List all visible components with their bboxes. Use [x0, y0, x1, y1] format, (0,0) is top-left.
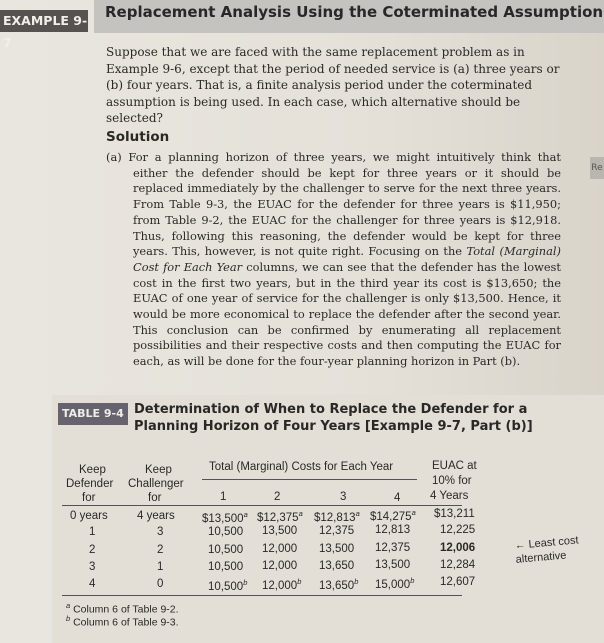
row2-year1: 10,500 — [208, 526, 244, 538]
year-head-1: 1 — [220, 491, 227, 503]
col1-head-line1: Keep — [79, 464, 106, 476]
part-a-italic: Total (Marginal) Cost for Each Year — [133, 244, 561, 274]
example-tag: EXAMPLE 9-7 — [0, 10, 88, 32]
row4-year2: 12,000 — [262, 560, 298, 572]
total-head-rule — [202, 479, 417, 480]
solution-heading: Solution — [106, 129, 170, 145]
row1-year2: $12,375$^a$ — [257, 509, 303, 524]
row5-year4: 15,000$^b$ — [375, 576, 415, 591]
bottom-rule — [62, 595, 462, 596]
row3-year3: 13,500 — [319, 543, 355, 555]
row3-year2: 12,000 — [262, 543, 298, 555]
col2-head-line2: Challenger — [128, 478, 184, 490]
row2-year3: 12,375 — [319, 525, 355, 537]
row5-year1: 10,500$^b$ — [208, 578, 248, 593]
least-cost-note: ← Least cost alternative — [514, 534, 580, 566]
row5-year2: 12,000$^b$ — [262, 577, 302, 592]
row2-year2: 13,500 — [262, 525, 298, 537]
row4-year4: 13,500 — [375, 559, 411, 571]
footnote-b: $^b$ Column 6 of Table 9-3. — [66, 614, 179, 629]
row3-year4: 12,375 — [375, 542, 411, 554]
row3-keep-challenger: 2 — [157, 544, 164, 556]
row5-euac: 12,607 — [440, 576, 476, 588]
table-9-4 — [52, 395, 604, 643]
row1-keep-challenger: 4 years — [137, 510, 175, 522]
col1-head-line2: Defender — [66, 478, 114, 490]
euac-head-line2: 10% for — [432, 475, 472, 487]
margin-tab: Re — [590, 157, 604, 179]
year-head-2: 2 — [274, 491, 281, 503]
row3-year1: 10,500 — [208, 544, 244, 556]
col2-head-line3: for — [148, 492, 162, 504]
row1-year1: $13,500$^a$ — [202, 510, 248, 525]
row3-euac-least-cost: 12,006 — [440, 542, 476, 554]
row5-year3: 13,650$^b$ — [319, 577, 359, 592]
year-head-3: 3 — [340, 491, 347, 503]
part-a-label: (a) — [106, 150, 122, 164]
row1-euac: $13,211 — [434, 508, 475, 520]
header-rule — [62, 505, 462, 506]
solution-part-a — [106, 150, 561, 370]
row5-keep-defender: 4 — [89, 578, 96, 590]
total-costs-head: Total (Marginal) Costs for Each Year — [209, 461, 394, 473]
row4-keep-challenger: 1 — [157, 561, 164, 573]
row4-year1: 10,500 — [208, 561, 244, 573]
euac-head-line1: EUAC at — [432, 460, 477, 472]
example-header — [0, 0, 604, 50]
row2-year4: 12,813 — [375, 524, 411, 536]
row4-year3: 13,650 — [319, 560, 355, 572]
part-a-text-1: For a planning horizon of three years, we might intuitively think that either the defender should be kept for three years or it should be replaced immediately by the challenger to serve for the next three years. From Table 9-3, the EUAC for the defender for three years is $11,950; from Table 9-2, the EUAC for the challenger for three years is $12,918. Thus, following this reasoning, the defender would be kept for three years. This, however, is not quite right. Focusing on the — [128, 150, 561, 259]
footnote-a: $^a$ Column 6 of Table 9-2. — [66, 601, 179, 616]
row3-keep-defender: 2 — [89, 544, 96, 556]
col1-head-line3: for — [82, 492, 96, 504]
row1-keep-defender: 0 years — [70, 510, 108, 522]
table-title: Determination of When to Replace the Defender for a Planning Horizon of Four Years [Example 9-7, Part (b)] — [134, 402, 533, 434]
year-head-4: 4 — [394, 492, 401, 504]
row4-keep-defender: 3 — [89, 561, 96, 573]
row1-year4: $14,275$^a$ — [370, 508, 416, 523]
row2-euac: 12,225 — [440, 524, 476, 536]
row1-year3: $12,813$^a$ — [314, 509, 360, 524]
col2-head-line1: Keep — [145, 464, 172, 476]
row2-keep-challenger: 3 — [157, 526, 164, 538]
example-title: Replacement Analysis Using the Coterminated Assumption — [94, 0, 604, 33]
part-a-text-2: columns, we can see that the defender has the lowest cost in the first two years, but in the third year its cost is $13,650; the EUAC of one year of service for the challenger is only $13,500. Hence, it would be more economical to replace the defender after the second year. This conclusion can be confirmed by enumerating all replacement possibilities and their respective costs and then computing the EUAC for each, as will be done for the four-year planning horizon in Part (b). — [133, 259, 561, 369]
row4-euac: 12,284 — [440, 559, 476, 571]
euac-head-line3: 4 Years — [430, 490, 469, 502]
table-tag: TABLE 9-4 — [58, 403, 128, 425]
problem-statement: Suppose that we are faced with the same replacement problem as in Example 9-6, except that the period of needed service is (a) three years or (b) four years. That is, a finite analysis period under the coterminated assumption is being used. In each case, which alternative should be selected? — [106, 45, 560, 125]
table-grid — [52, 395, 604, 643]
row5-keep-challenger: 0 — [157, 578, 164, 590]
row2-keep-defender: 1 — [89, 526, 96, 538]
